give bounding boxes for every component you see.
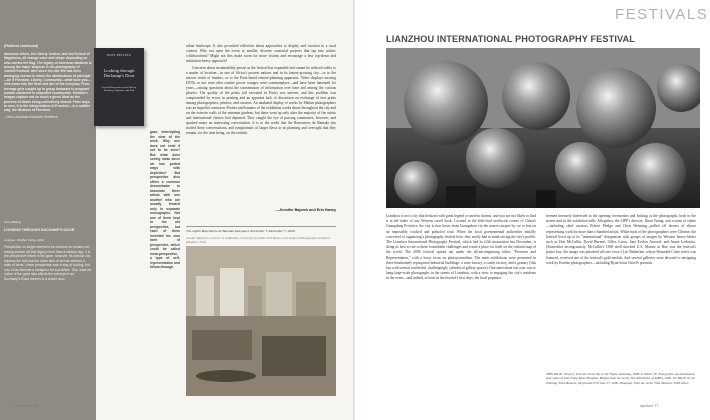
photo-caption: The eighth Rencontres de Bamako took place November 7–December 7, 2009. xyxy=(186,229,296,233)
book-cover-image xyxy=(94,48,144,126)
installation-photo xyxy=(386,48,700,208)
exhibition-photo xyxy=(186,246,336,396)
author-signature: —Jennifer Bajorek and Erin Haney xyxy=(275,208,336,212)
page-folio-right: aperture 77 xyxy=(640,404,659,408)
article-paragraph: Concerns about sustainability persist as the festival has expanded and cannot be reduced solely to a matter of location—in one of Africa's poorest nations and in its fastest-growing city—or to the narrow remit of funders, or to the Paris-based remote-planning apparatus. Video displays missing DVDs or not reset after routine power outages were commonplace—and have been lamented for years—raising questions about the transmission of information over time and among the various players. The quality of the prints (all executed in Paris) was uneven, and this problem was compounded by errors in printing and an apparent lack of discussion on exchange of text prints among photographers, printers, and curators. An unabated display of works by Malian photographers was an impolitic omission. Posters and banners of the exhibition works shone throughout the city and on the exterior walls of the museum gardens, but these went up only after the majority of the artists and international visitors had departed. They caught the eye of passing commuters, however, and sparked many an interesting conversation. It is to the credit that the Rencontres de Bamako has incited these conversations, and symptomatic of larger flaws in its planning and oversight that they remain, for the time being, on the outside. xyxy=(186,66,336,135)
sidebar-heading: LOOKING THROUGH DUCHAMP'S DOOR xyxy=(4,228,75,232)
article-body-column-1: Lianzhou is not a city that beckons with great legend or ancient charms, and you are not likely to find it in the index of any Western travel book. Located in the little-trod northwest corner of China's Guangdong Province, the city is four hours from Guangzhou via the nearest airport by car or bus on an impossibly cracked and potholed road. When the local governmental authorities initially conceived of organizing a photography festival here, they surely had in mind raising the city's profile. The Lianzhou International Photography Festival, which had its fifth incarnation last December, is doing its best to rise to these formidable challenges and create a place for itself on the cultural map of the world. The 2009 festival spread out under the all-encompassing rubric "Presence and Representation," with a loose focus on photojournalism. The main exhibitions were presented in three handsomely repurposed industrial buildings: a wine factory, a candy factory, and a granary (this last with several wonderful, challengingly cylindrical gallery spaces). One innovation last year was to hang large-scale photographs in the streets of Lianzhou, with a view to engaging the city's residents in the event—and indeed, at least in the festival's first days, the local populace xyxy=(386,214,537,281)
book-subtitle: Art and Perspective in the Work of Duchamp, Sugimoto, Jeff Wall xyxy=(101,86,137,93)
exhibition-photo-art xyxy=(186,246,336,396)
sidebar-lede xyxy=(4,52,92,119)
sidebar xyxy=(0,0,96,420)
sidebar-tag: (Ruttend continued) xyxy=(4,44,39,48)
sidebar-body: Perspective no longer seems to be a theme for modern art, having shaken off that legacy more than a century ago. It is the perspective linked to the gaze, however, its formula can express the fact that the naive time of art has entered a state of crisis. Linear perspective was a way of looking, but now it has become a metaphor for a problem. This, what we notice of the gaze also affects the concept of art. Duchamp's Étant donnés is a closed door. xyxy=(4,245,92,281)
book-title: Looking through Duchamp's Door xyxy=(103,68,135,79)
book-author: HANS BELTING xyxy=(106,54,132,57)
section-label: FESTIVALS xyxy=(615,6,709,23)
sidebar-byline: Cologne: Walther König, 2010 xyxy=(4,238,44,242)
page-folio-left: 76 aperture.org xyxy=(14,404,39,408)
sidebar-author: Hans Belting xyxy=(4,220,22,224)
caption-credit: Jennifer Bajorek is a lecturer at Goldsmiths, University of London. Erin Haney is the author of Photography and Africa (Reaktion, 2010). xyxy=(186,235,330,245)
review-column: gaze, interrupting the view of the work. Why one does not exist if not to be seen? But what does seeing mean since art has ported ways with depiction? But perspective also offers a common denominator to associate three artists with one another who are usually treated only in separate monographs. Not one of them kept to the old perspective, but each of them invented his own form of perspective, which could be called meta-perspective, a type of self-representation and follow-through. xyxy=(150,130,180,269)
caption-box xyxy=(186,226,336,248)
article-paragraph: urban landscape. It also provoked reflection about approaches to display and curation in a rural context. Why not open the event to smaller, discrete curatorial projects that tap into artistic collaborations? Might not this make room for more visions and encourage a less top-down and institution-heavy approach? xyxy=(186,44,336,63)
sidebar-lede-text: American tribes, Inn Liberty Justice, and the Pursuit of Happiness, all change color and shape depending on who carries the flag. The legacy of American idealism is among the major subjects in the photography of Justine Kurland, who since the mid 90s has been arranging scenes in which the abstractions of principle—be it Freedom, Liberty, Community—what have you—sink down into the flesh and dirt of the everyday. From teenage girls caught up in group fantasies to pregnant women clustered in unspoiled countryside, Kurland's images capture not so much a given ideal as the process of ideals being collectively shared. From boys to men, it is the interpretation of Freedom—in a subtler way, the illusions of Freedom. xyxy=(4,52,92,113)
book-cover-content xyxy=(98,54,140,120)
article-body-column-2: seemed intensely interested in the opening ceremonies and looking at the photographs, both in the streets and in the exhibition halls. Altogether, the LIPF's director, Duan Yuting, and a team of others—including chief curators Robert Pledge and Chen Weiming—pulled off dozens of shows representing work by more than a hundred artists. While most of the photographers were Chinese, the festival lived up to its "international" designation with groups of images by Western heavy-hitters such as Don McCullin, David Burnett, Gilles Caron, Jane Evelyn Atwood, and Annie Leibovitz. (Somewhat incongruously, McCullin's 1968 shell-shocked U.S. Marine at Hue was the festival's poster boy; the image was plastered all over town.) Leo Rubinfien, whose Wounded Cities series was featured, received one of the festival's gold medals. And several galleries were devoted to intriguing work by Korean photographers—including Byun Soon Choel's portraits xyxy=(546,214,696,265)
article-column xyxy=(186,44,336,136)
article-headline: LIANZHOU INTERNATIONAL PHOTOGRAPHY FESTIVAL xyxy=(386,34,635,44)
sidebar-lede-credit: —from Jonathan Kurland's Sentence xyxy=(4,114,58,119)
photo-caption-right: THIS PAGE: Peng Li, from the series Sky in the Night, installing, 2008–9. PAGE 76: Zhang Lijie, An abandoned bed, video of Xiao Fang River Hospital, Beijing from the series The Afterbirths of AMPS, 2006–10. PAGE 76: Su Zhihang, That Moment, all printed 9:30 June 27, 2009, Shanghai, from the series That Moment, 2000–2012. xyxy=(546,372,695,385)
installation-photo-art xyxy=(386,48,700,208)
